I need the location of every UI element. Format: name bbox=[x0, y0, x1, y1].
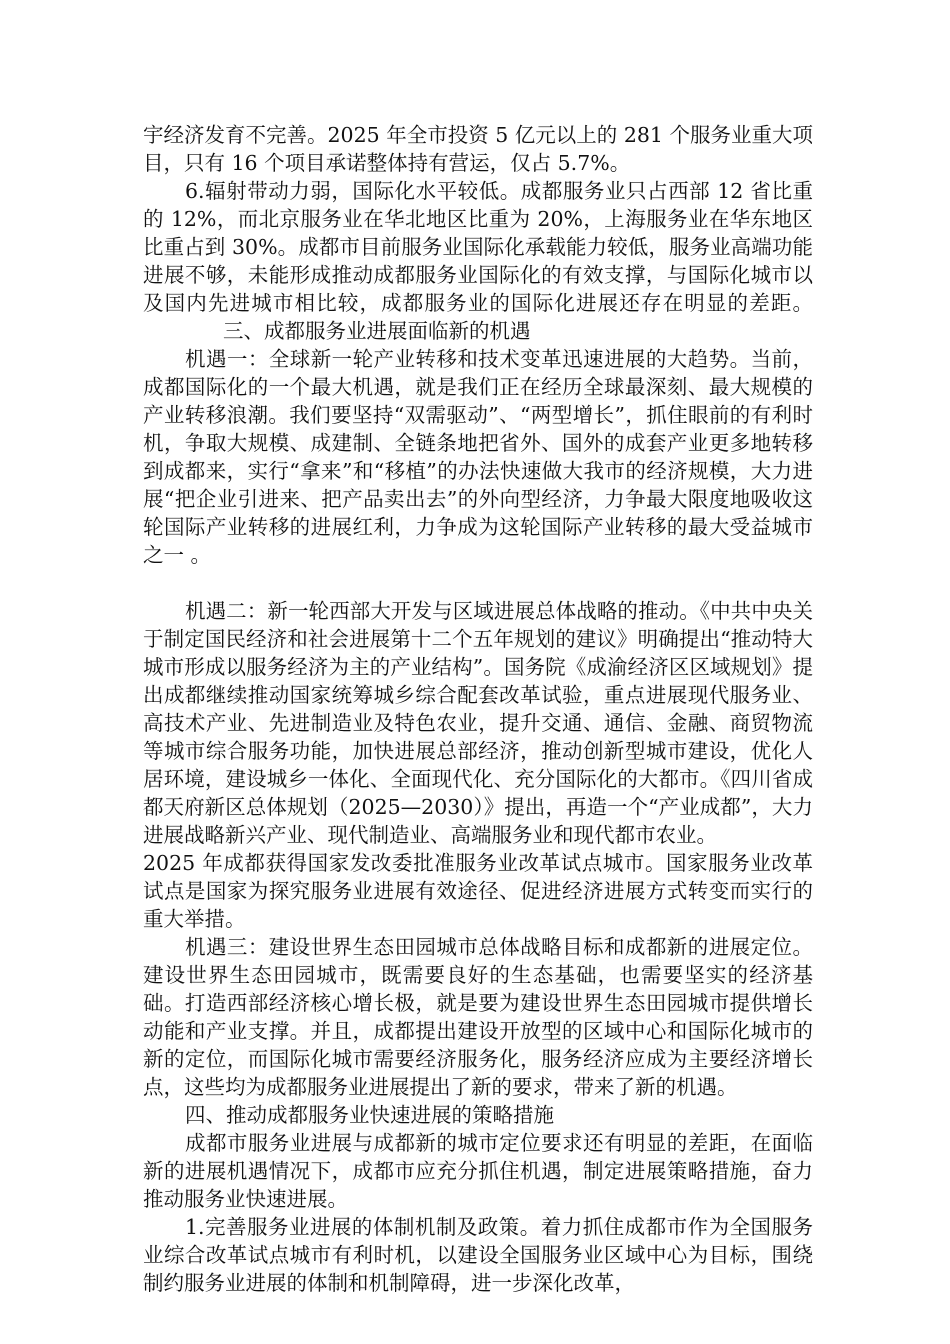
section-heading-3: 三、成都服务业进展面临新的机遇 bbox=[223, 319, 531, 343]
paragraph-2-text: 6.辐射带动力弱，国际化水平较低。成都服务业只占西部 12 省比重的 12%，而北京服务业在华北地区比重为 20%，上海服务业在华东地区比重占到 30%。成都市目前服务业国际化承载能力较低，服务业高端功能进展不够，未能形成推动成都服务业国际化的有效支撑，与国际化城市以及国内先进城市相比较，成都服务业的国际化进展还存在明显的差距。 bbox=[143, 179, 813, 315]
paragraph-2 bbox=[143, 177, 813, 345]
document-page bbox=[143, 121, 813, 1297]
paragraph-gap bbox=[143, 569, 813, 597]
paragraph-6: 机遇三：建设世界生态田园城市总体战略目标和成都新的进展定位。建设世界生态田园城市，既需要良好的生态基础，也需要坚实的经济基础。打造西部经济核心增长极，就是要为建设世界生态田园城市提供增长动能和产业支撑。并且，成都提出建设开放型的区域中心和国际化城市的新的定位，而国际化城市需要经济服务化，服务经济应成为主要经济增长点，这些均为成都服务业进展提出了新的要求，带来了新的机遇。 bbox=[143, 935, 813, 1099]
paragraph-8: 1.完善服务业进展的体制机制及政策。着力抓住成都市作为全国服务业综合改革试点城市有利时机，以建设全国服务业区域中心为目标，围绕制约服务业进展的体制和机制障碍，进一步深化改革， bbox=[143, 1215, 813, 1295]
paragraph-4: 机遇二：新一轮西部大开发与区域进展总体战略的推动。《中共中央关于制定国民经济和社会进展第十二个五年规划的建议》明确提出“推动特大城市形成以服务经济为主的产业结构”。国务院《成渝经济区区域规划》提出成都继续推动国家统筹城乡综合配套改革试验，重点进展现代服务业、高技术产业、先进制造业及特色农业，提升交通、通信、金融、商贸物流等城市综合服务功能，加快进展总部经济，推动创新型城市建设，优化人居环境，建设城乡一体化、全面现代化、充分国际化的大都市。《四川省成都天府新区总体规划（2025—2030）》提出，再造一个“产业成都”，大力进展战略新兴产业、现代制造业、高端服务业和现代都市农业。 bbox=[143, 599, 813, 847]
section-heading-4: 四、推动成都服务业快速进展的策略措施 bbox=[185, 1103, 554, 1127]
paragraph-7: 成都市服务业进展与成都新的城市定位要求还有明显的差距，在面临新的进展机遇情况下，成都市应充分抓住机遇，制定进展策略措施，奋力推动服务业快速进展。 bbox=[143, 1131, 813, 1211]
paragraph-5: 2025 年成都获得国家发改委批准服务业改革试点城市。国家服务业改革试点是国家为探究服务业进展有效途径、促进经济进展方式转变而实行的重大举措。 bbox=[143, 851, 813, 931]
paragraph-3: 机遇一：全球新一轮产业转移和技术变革迅速进展的大趋势。当前，成都国际化的一个最大机遇，就是我们正在经历全球最深刻、最大规模的产业转移浪潮。我们要坚持“双需驱动”、“两型增长”，抓住眼前的有利时机，争取大规模、成建制、全链条地把省外、国外的成套产业更多地转移到成都来，实行“拿来”和“移植”的办法快速做大我市的经济规模，大力进展“把企业引进来、把产品卖出去”的外向型经济，力争最大限度地吸收这轮国际产业转移的进展红利，力争成为这轮国际产业转移的最大受益城市之一 。 bbox=[143, 347, 813, 567]
paragraph-1: 宇经济发育不完善。2025 年全市投资 5 亿元以上的 281 个服务业重大项目，只有 16 个项目承诺整体持有营运，仅占 5.7%。 bbox=[143, 123, 813, 175]
